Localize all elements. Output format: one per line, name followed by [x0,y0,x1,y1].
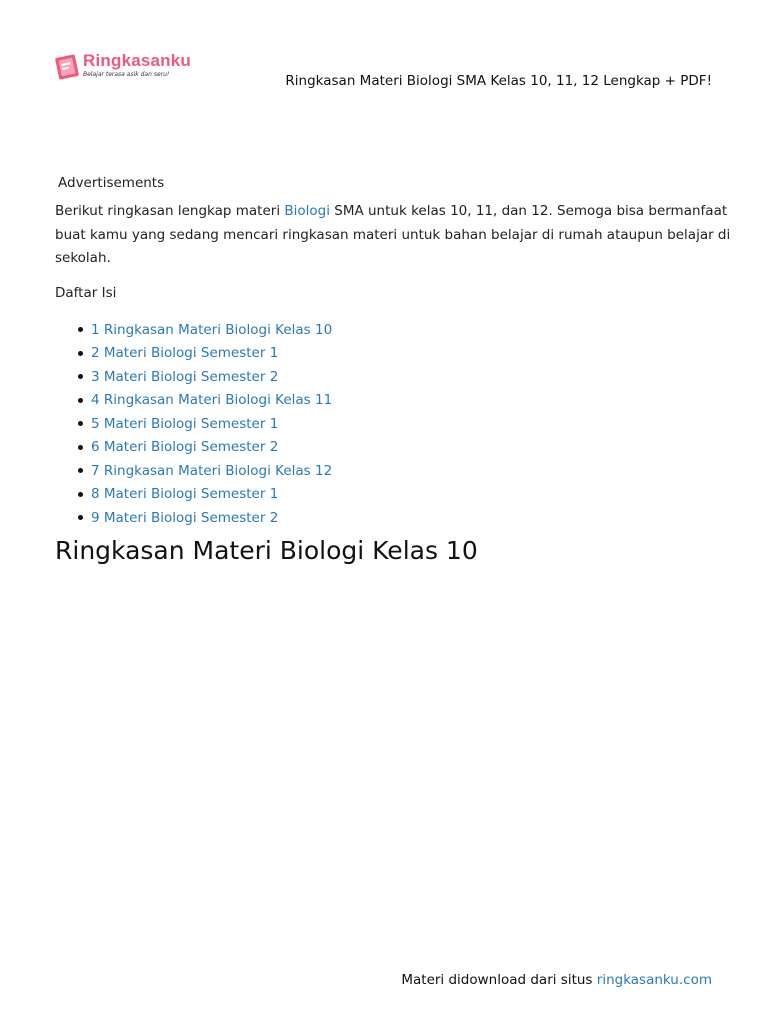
bullet-icon [78,421,83,426]
bullet-icon [78,398,83,403]
toc-item [75,342,332,366]
book-logo-icon [54,52,80,82]
footer-site-link[interactable]: ringkasanku.com [596,972,712,988]
toc-link-2[interactable]: 2 Materi Biologi Semester 1 [91,345,279,362]
logo-name: Ringkasanku [83,51,192,70]
toc-item [75,412,332,436]
page-header-title: Ringkasan Materi Biologi SMA Kelas 10, 11, 12 Lengkap + PDF! [285,73,712,89]
section-heading: Ringkasan Materi Biologi Kelas 10 [55,536,478,565]
footer [401,972,712,988]
toc-link-4[interactable]: 4 Ringkasan Materi Biologi Kelas 11 [91,392,333,409]
toc-item [75,459,332,483]
toc-label: Daftar Isi [55,285,117,301]
toc-item [75,436,332,460]
intro-paragraph [55,200,735,271]
toc-link-1[interactable]: 1 Ringkasan Materi Biologi Kelas 10 [91,321,333,338]
bullet-icon [78,351,83,356]
toc-item [75,318,332,342]
footer-prefix: Materi didownload dari situs [401,972,597,988]
intro-text-before: Berikut ringkasan lengkap materi [55,203,285,219]
biologi-link[interactable]: Biologi [284,203,330,219]
bullet-icon [78,515,83,520]
toc-item [75,506,332,530]
table-of-contents [75,318,332,530]
logo-tagline: Belajar terasa asik dan seru! [83,71,170,78]
toc-link-5[interactable]: 5 Materi Biologi Semester 1 [91,415,279,432]
toc-link-7[interactable]: 7 Ringkasan Materi Biologi Kelas 12 [91,462,333,479]
bullet-icon [78,374,83,379]
bullet-icon [78,445,83,450]
toc-link-8[interactable]: 8 Materi Biologi Semester 1 [91,486,279,503]
toc-link-6[interactable]: 6 Materi Biologi Semester 2 [91,439,279,456]
bullet-icon [78,468,83,473]
toc-link-9[interactable]: 9 Materi Biologi Semester 2 [91,509,279,526]
bullet-icon [78,327,83,332]
toc-item [75,365,332,389]
toc-item [75,389,332,413]
site-logo[interactable] [54,52,191,82]
toc-link-3[interactable]: 3 Materi Biologi Semester 2 [91,368,279,385]
intro-text-after: SMA untuk kelas 10, 11, dan 12. Semoga bisa bermanfaat buat kamu yang sedang mencari ringkasan materi untuk bahan belajar di rumah ataupun belajar di sekolah. [55,203,731,266]
toc-item [75,483,332,507]
bullet-icon [78,492,83,497]
advertisements-label: Advertisements [58,175,165,191]
